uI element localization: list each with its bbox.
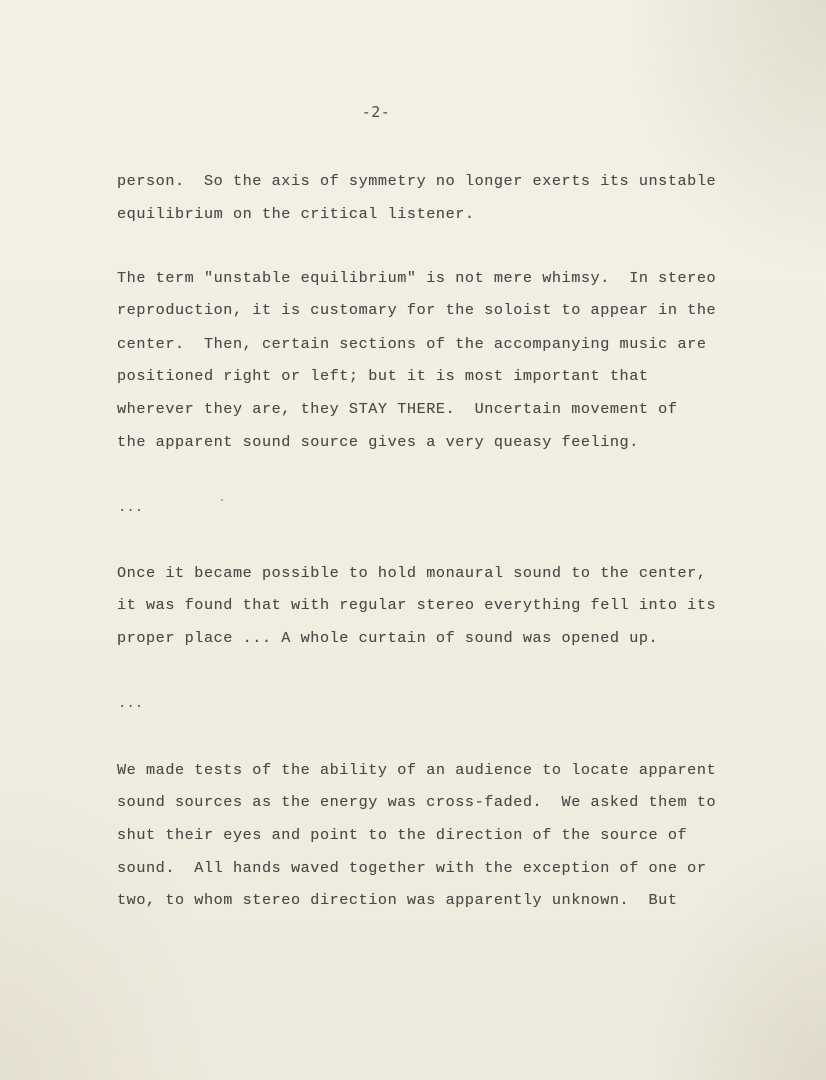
paragraph-4-line-3: shut their eyes and point to the direction of the source of [117, 826, 688, 844]
paragraph-4-line-1: We made tests of the ability of an audience to locate apparent [117, 761, 717, 779]
paragraph-1-line-2: equilibrium on the critical listener. [117, 205, 475, 223]
paragraph-2-line-6: the apparent sound source gives a very queasy feeling. [117, 433, 639, 451]
paragraph-1-line-1: person. So the axis of symmetry no longer exerts its unstable [117, 172, 717, 190]
page-number: -2- [361, 103, 391, 121]
paragraph-2-line-2: reproduction, it is customary for the soloist to appear in the [117, 301, 717, 319]
paragraph-3-line-2: it was found that with regular stereo everything fell into its [117, 596, 717, 614]
paragraph-4-line-4: sound. All hands waved together with the exception of one or [117, 859, 707, 877]
paragraph-3-line-1: Once it became possible to hold monaural sound to the center, [117, 564, 707, 582]
paragraph-2-line-1: The term "unstable equilibrium" is not mere whimsy. In stereo [117, 269, 717, 287]
section-separator-2: ... [118, 696, 144, 712]
section-separator-1: ... [118, 500, 144, 516]
paragraph-2-line-3: center. Then, certain sections of the accompanying music are [117, 335, 707, 353]
paragraph-3-line-3: proper place ... A whole curtain of sound was opened up. [117, 629, 659, 647]
paper-speck [221, 499, 223, 501]
paragraph-2-line-5: wherever they are, they STAY THERE. Uncertain movement of [117, 400, 678, 418]
paragraph-4-line-2: sound sources as the energy was cross-faded. We asked them to [117, 793, 717, 811]
paragraph-2-line-4: positioned right or left; but it is most important that [117, 367, 649, 385]
paragraph-4-line-5: two, to whom stereo direction was apparently unknown. But [117, 891, 678, 909]
